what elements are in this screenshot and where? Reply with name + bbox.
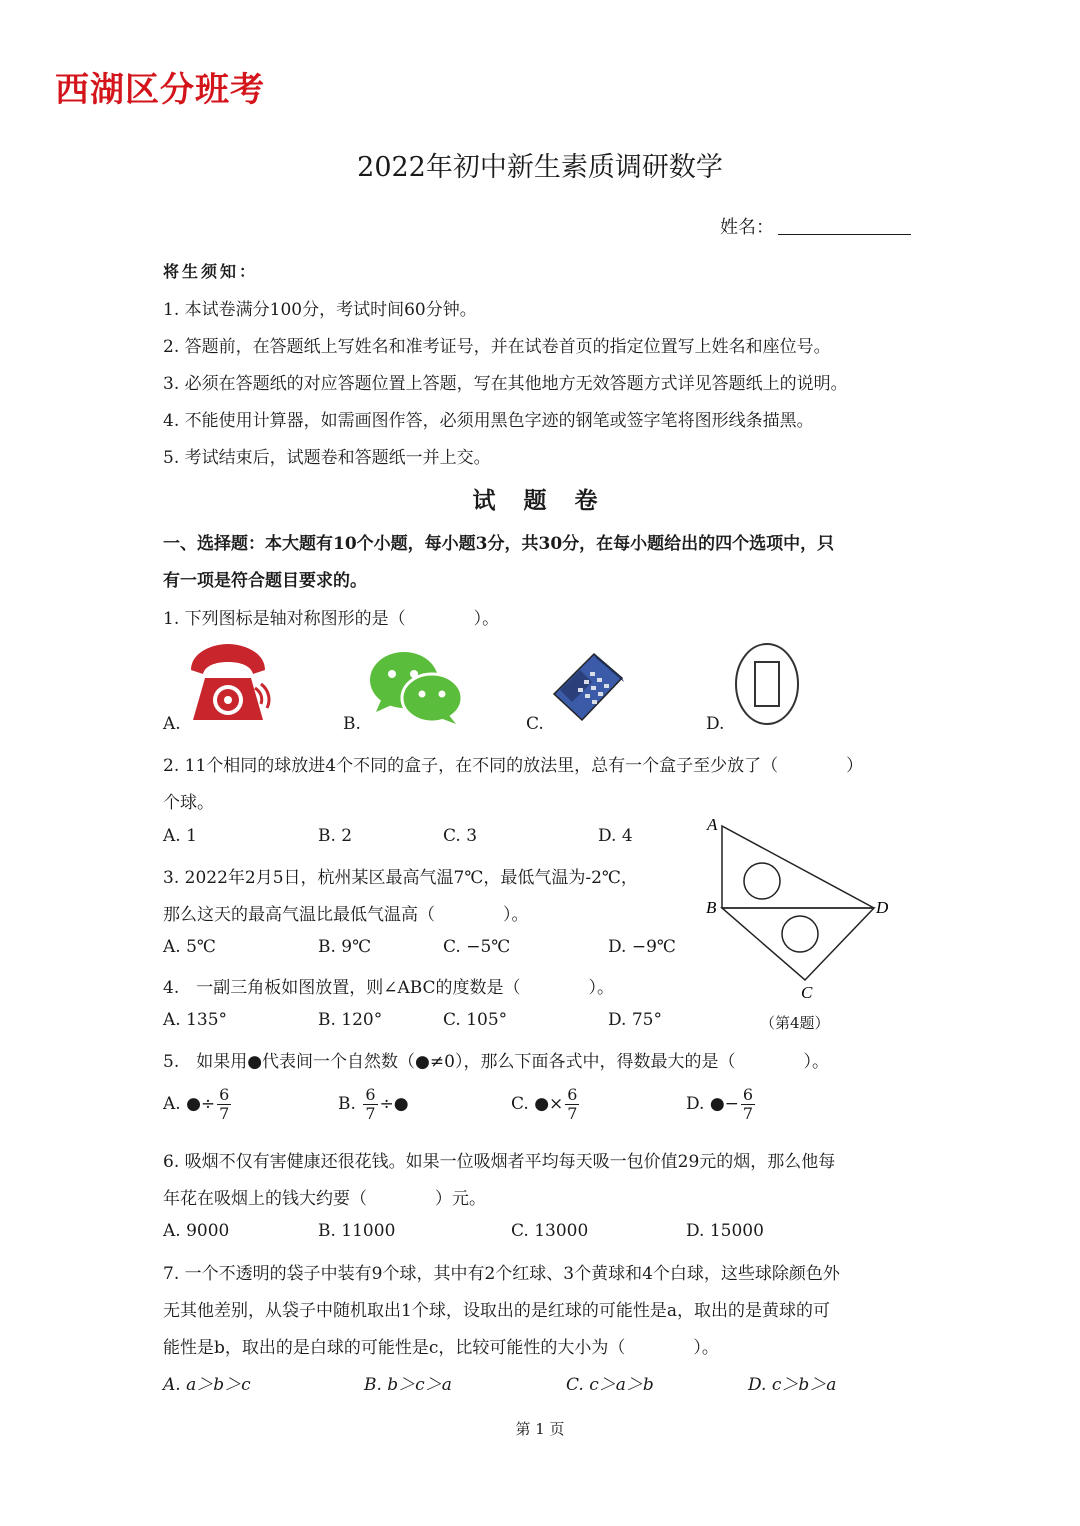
point-a-label: A bbox=[707, 815, 718, 834]
q6-option-c: C. 13000 bbox=[511, 1221, 589, 1241]
q3-stem: 3. 2022年2月5日，杭州某区最高气温7℃，最低气温为-2℃， bbox=[163, 868, 638, 888]
oval-rectangle-icon bbox=[733, 642, 801, 726]
name-label: 姓名： bbox=[720, 217, 774, 238]
brand-title: 西湖区分班考 bbox=[55, 70, 265, 110]
q5-stem: 5. 如果用●代表间一个自然数（●≠0），那么下面各式中，得数最大的是（ ）。 bbox=[163, 1052, 829, 1072]
q6-option-a: A. 9000 bbox=[163, 1221, 230, 1241]
q5-b-fraction: $\frac{6}{7}$ bbox=[365, 1085, 376, 1123]
notice-title: 将生须知： bbox=[163, 262, 259, 281]
part1-instructions: 一、选择题：本大题有10个小题，每小题3分，共30分，在每小题给出的四个选项中，只 bbox=[163, 534, 835, 554]
q5-d-fraction: $\frac{6}{7}$ bbox=[742, 1085, 754, 1123]
wechat-icon bbox=[368, 650, 464, 726]
q5-option-c bbox=[511, 1086, 581, 1123]
q2-option-c: C. 3 bbox=[443, 826, 478, 846]
q2-option-a: A. 1 bbox=[163, 826, 197, 846]
q2-option-d: D. 4 bbox=[598, 826, 633, 846]
q3-option-d: D. −9℃ bbox=[608, 937, 676, 957]
q6-stem: 年花在吸烟上的钱大约要（ ）元。 bbox=[163, 1189, 486, 1209]
q1-option-d: D. bbox=[706, 714, 725, 734]
exam-title: 2022年初中新生素质调研数学 bbox=[357, 152, 723, 183]
q1-option-a: A. bbox=[163, 714, 181, 734]
q4-option-c: C. 105° bbox=[443, 1010, 508, 1030]
notice-item: 1. 本试卷满分100分，考试时间60分钟。 bbox=[163, 300, 477, 320]
q7-stem: 7. 一个不透明的袋子中装有9个球，其中有2个红球、3个黄球和4个白球，这些球除颜色外 bbox=[163, 1264, 840, 1284]
q4-stem: 4. 一副三角板如图放置，则∠ABC的度数是（ ）。 bbox=[163, 978, 615, 998]
q7-option-d: D. c＞b＞a bbox=[748, 1375, 837, 1395]
figure-caption: （第4题） bbox=[760, 1014, 830, 1032]
q7-option-b: B. b＞c＞a bbox=[364, 1375, 452, 1395]
q7-option-c: C. c＞a＞b bbox=[566, 1375, 654, 1395]
q1-option-b: B. bbox=[343, 714, 361, 734]
notice-item: 4. 不能使用计算器，如需画图作答，必须用黑色字迹的钢笔或签字笔将图形线条描黑。 bbox=[163, 411, 814, 431]
q7-stem: 无其他差别，从袋子中随机取出1个球，设取出的是红球的可能性是a，取出的是黄球的可 bbox=[163, 1301, 830, 1321]
notice-item: 5. 考试结束后，试题卷和答题纸一并上交。 bbox=[163, 448, 491, 468]
point-c-label: C bbox=[801, 983, 813, 1002]
q5-a-fraction: $\frac{6}{7}$ bbox=[219, 1085, 230, 1123]
telephone-red-icon bbox=[183, 640, 273, 728]
q5-b-tail: ÷● bbox=[379, 1094, 409, 1114]
point-b-label: B bbox=[706, 898, 717, 917]
q7-stem: 能性是b，取出的是白球的可能性是c，比较可能性的大小为（ ）。 bbox=[163, 1338, 719, 1358]
q4-option-d: D. 75° bbox=[608, 1010, 662, 1030]
point-d-label: D bbox=[876, 898, 889, 917]
q3-option-a: A. 5℃ bbox=[163, 937, 216, 957]
q6-stem: 6. 吸烟不仅有害健康还很花钱。如果一位吸烟者平均每天吸一包价值29元的烟，那么他每 bbox=[163, 1152, 836, 1172]
section-title: 试 题 卷 bbox=[472, 487, 608, 514]
notice-item: 2. 答题前，在答题纸上写姓名和准考证号，并在试卷首页的指定位置写上姓名和座位号。 bbox=[163, 337, 831, 357]
q2-option-b: B. 2 bbox=[318, 826, 353, 846]
notice-item: 3. 必须在答题纸的对应答题位置上答题，写在其他地方无效答题方式详见答题纸上的说明。 bbox=[163, 374, 848, 394]
q5-b-label: B. bbox=[338, 1094, 356, 1114]
q1-option-c: C. bbox=[526, 714, 544, 734]
q1-stem: 1. 下列图标是轴对称图形的是（ ）。 bbox=[163, 609, 500, 629]
q5-a-label: A. ●÷ bbox=[163, 1094, 216, 1114]
desk-phone-icon bbox=[550, 650, 626, 726]
q5-option-a bbox=[163, 1086, 233, 1123]
q5-c-label: C. ●× bbox=[511, 1094, 564, 1114]
q5-option-d bbox=[686, 1086, 757, 1123]
part1-instructions: 有一项是符合题目要求的。 bbox=[163, 571, 367, 591]
name-blank-line bbox=[778, 234, 911, 235]
q4-option-b: B. 120° bbox=[318, 1010, 383, 1030]
q4-option-a: A. 135° bbox=[163, 1010, 228, 1030]
q3-option-c: C. −5℃ bbox=[443, 937, 511, 957]
q2-stem: 2. 11个相同的球放进4个不同的盒子，在不同的放法里，总有一个盒子至少放了（ ） bbox=[163, 756, 864, 776]
q6-option-b: B. 11000 bbox=[318, 1221, 396, 1241]
q5-d-label: D. ●− bbox=[686, 1094, 739, 1114]
q2-stem: 个球。 bbox=[163, 793, 214, 813]
q5-c-fraction: $\frac{6}{7}$ bbox=[567, 1085, 578, 1123]
q6-option-d: D. 15000 bbox=[686, 1221, 764, 1241]
q3-stem: 那么这天的最高气温比最低气温高（ ）。 bbox=[163, 905, 529, 925]
q5-option-b bbox=[338, 1086, 409, 1123]
q3-option-b: B. 9℃ bbox=[318, 937, 372, 957]
triangle-figure bbox=[700, 812, 900, 1007]
page-number: 第 1 页 bbox=[515, 1420, 565, 1438]
q7-option-a: A. a＞b＞c bbox=[163, 1375, 251, 1395]
